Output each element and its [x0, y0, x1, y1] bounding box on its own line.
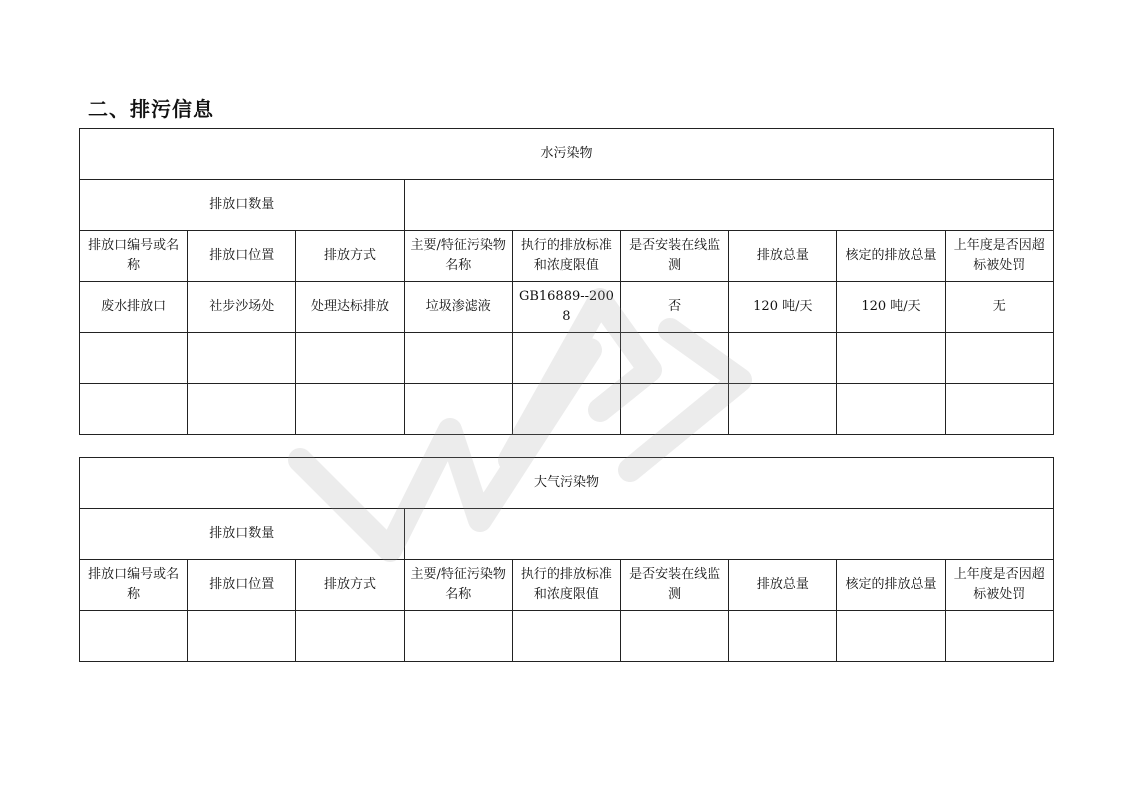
header-cell: 是否安装在线监测: [621, 231, 729, 282]
table-cell: 120 吨/天: [837, 282, 945, 333]
table-title: 水污染物: [80, 129, 1054, 180]
air-pollutants-table: [79, 457, 1054, 662]
outlet-count-label: 排放口数量: [80, 180, 405, 231]
table-cell: GB16889--2008: [512, 282, 620, 333]
header-cell: 执行的排放标准和浓度限值: [512, 560, 620, 611]
table-cell: [512, 333, 620, 384]
header-cell: 排放方式: [296, 560, 404, 611]
header-cell: 主要/特征污染物名称: [404, 231, 512, 282]
table-row: [80, 384, 1054, 435]
header-cell: 排放总量: [729, 231, 837, 282]
table-cell: [296, 384, 404, 435]
table-cell: [621, 333, 729, 384]
table-cell: 否: [621, 282, 729, 333]
table-cell: [404, 333, 512, 384]
table-title: 大气污染物: [80, 458, 1054, 509]
table-cell: 社步沙场处: [188, 282, 296, 333]
table-cell: [729, 333, 837, 384]
table-cell: [837, 384, 945, 435]
table-cell: [512, 384, 620, 435]
table-row: [80, 333, 1054, 384]
header-cell: 是否安装在线监测: [621, 560, 729, 611]
table-cell: [945, 333, 1053, 384]
header-row: [80, 231, 1054, 282]
table-cell: 垃圾渗滤液: [404, 282, 512, 333]
outlet-count-label: 排放口数量: [80, 509, 405, 560]
table-cell: [945, 384, 1053, 435]
table-cell: [621, 611, 729, 662]
table-cell: [188, 384, 296, 435]
header-cell: 排放口位置: [188, 231, 296, 282]
table-cell: [621, 384, 729, 435]
table-cell: [837, 333, 945, 384]
header-cell: 排放口编号或名称: [80, 231, 188, 282]
table-row: [80, 282, 1054, 333]
water-pollutants-table: [79, 128, 1054, 435]
table-cell: [188, 611, 296, 662]
table-cell: [80, 333, 188, 384]
header-row: [80, 560, 1054, 611]
table-cell: [404, 611, 512, 662]
table-cell: [837, 611, 945, 662]
table-cell: [188, 333, 296, 384]
header-cell: 排放方式: [296, 231, 404, 282]
table-cell: [729, 384, 837, 435]
table-cell: 处理达标排放: [296, 282, 404, 333]
table-cell: [404, 384, 512, 435]
table-cell: [945, 611, 1053, 662]
header-cell: 核定的排放总量: [837, 560, 945, 611]
header-cell: 执行的排放标准和浓度限值: [512, 231, 620, 282]
outlet-count-value: [404, 509, 1053, 560]
table-row: [80, 611, 1054, 662]
table-cell: [729, 611, 837, 662]
header-cell: 核定的排放总量: [837, 231, 945, 282]
table-cell: [296, 333, 404, 384]
header-cell: 上年度是否因超标被处罚: [945, 560, 1053, 611]
header-cell: 主要/特征污染物名称: [404, 560, 512, 611]
table-cell: 120 吨/天: [729, 282, 837, 333]
header-cell: 排放口编号或名称: [80, 560, 188, 611]
header-cell: 排放总量: [729, 560, 837, 611]
table-cell: 废水排放口: [80, 282, 188, 333]
section-heading: 二、排污信息: [88, 97, 214, 121]
table-cell: [296, 611, 404, 662]
header-cell: 上年度是否因超标被处罚: [945, 231, 1053, 282]
table-cell: [80, 384, 188, 435]
table-cell: [512, 611, 620, 662]
outlet-count-value: [404, 180, 1053, 231]
table-cell: [80, 611, 188, 662]
header-cell: 排放口位置: [188, 560, 296, 611]
table-cell: 无: [945, 282, 1053, 333]
